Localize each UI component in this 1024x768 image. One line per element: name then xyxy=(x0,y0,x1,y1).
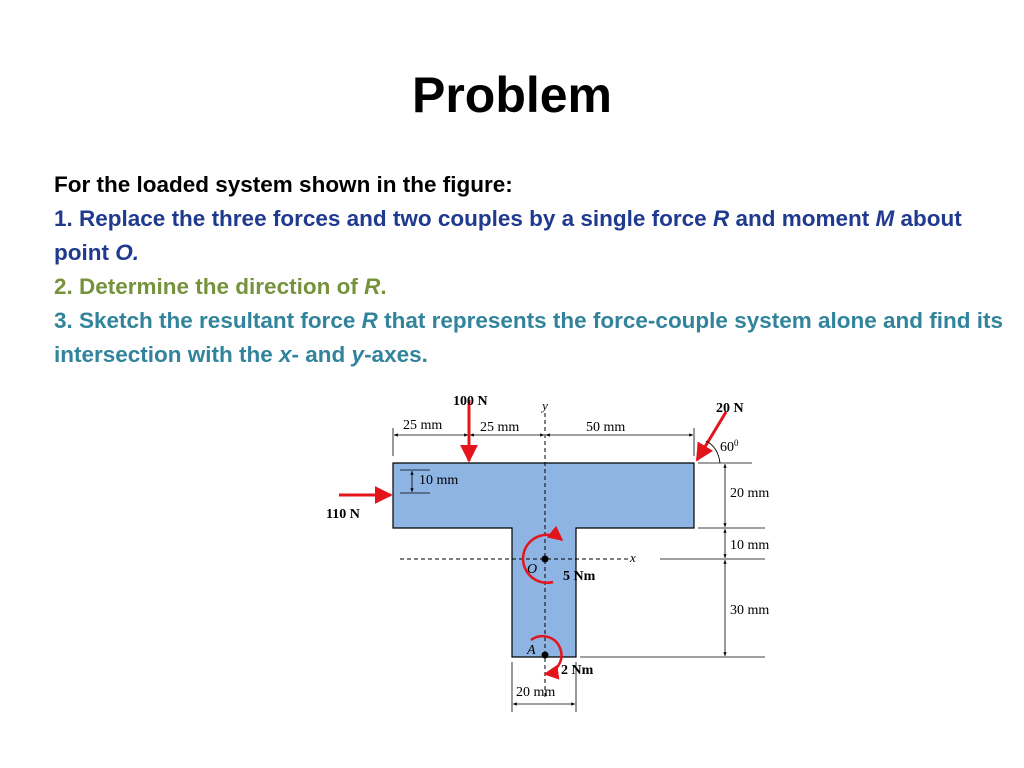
q1-point-symbol: O. xyxy=(115,240,139,265)
force-100n-label: 100 N xyxy=(453,394,488,409)
q2-number: 2. xyxy=(54,274,73,299)
q3-text-b: that represents the force-couple system alone and find its intersection with the xyxy=(54,308,1004,367)
q1-moment-symbol: M xyxy=(875,206,895,231)
q1-number: 1. xyxy=(54,206,73,231)
q3-force-symbol: R xyxy=(361,308,378,333)
force-20n-label: 20 N xyxy=(716,401,744,416)
q1-text-b: and moment xyxy=(729,206,876,231)
dim-25mm-left: 25 mm xyxy=(403,418,443,433)
angle-degree: 0 xyxy=(734,438,739,448)
dim-25mm-right: 25 mm xyxy=(480,420,520,435)
point-a-label: A xyxy=(527,643,536,658)
q2-text-b: . xyxy=(380,274,387,299)
angle-label xyxy=(720,438,739,455)
angle-value: 60 xyxy=(720,440,734,455)
force-110n-label: 110 N xyxy=(326,507,360,522)
q2-text-a: Determine the direction of xyxy=(72,274,365,299)
x-axis-label: x xyxy=(630,550,636,565)
intro-line: For the loaded system shown in the figure: xyxy=(54,172,513,197)
q1-force-symbol: R xyxy=(712,206,730,231)
q1-text-c: about point xyxy=(54,206,962,265)
dim-50mm: 50 mm xyxy=(586,420,626,435)
q3-y-symbol: y xyxy=(351,342,365,367)
dim-10mm-flange: 10 mm xyxy=(419,473,459,488)
couple-2nm-label: 2 Nm xyxy=(561,663,594,678)
q3-text-a: Sketch the resultant force xyxy=(72,308,362,333)
dim-30mm-right: 30 mm xyxy=(730,603,770,618)
couple-5nm-label: 5 Nm xyxy=(563,569,596,584)
q3-x-symbol: x xyxy=(279,342,292,367)
q3-text-d: -axes. xyxy=(364,342,428,367)
q2-force-symbol: R xyxy=(364,274,381,299)
point-o-label: O xyxy=(527,562,538,577)
q1-text-a: Replace the three forces and two couples by a single force xyxy=(72,206,713,231)
point-a xyxy=(542,652,549,659)
dim-20mm-bottom: 20 mm xyxy=(516,685,556,700)
q3-number: 3. xyxy=(54,308,73,333)
y-axis-label: y xyxy=(542,398,548,413)
dim-10mm-right: 10 mm xyxy=(730,538,770,553)
dim-20mm-right: 20 mm xyxy=(730,486,770,501)
slide-title: Problem xyxy=(411,67,613,123)
point-o xyxy=(542,556,549,563)
q3-text-c: - and xyxy=(291,342,352,367)
